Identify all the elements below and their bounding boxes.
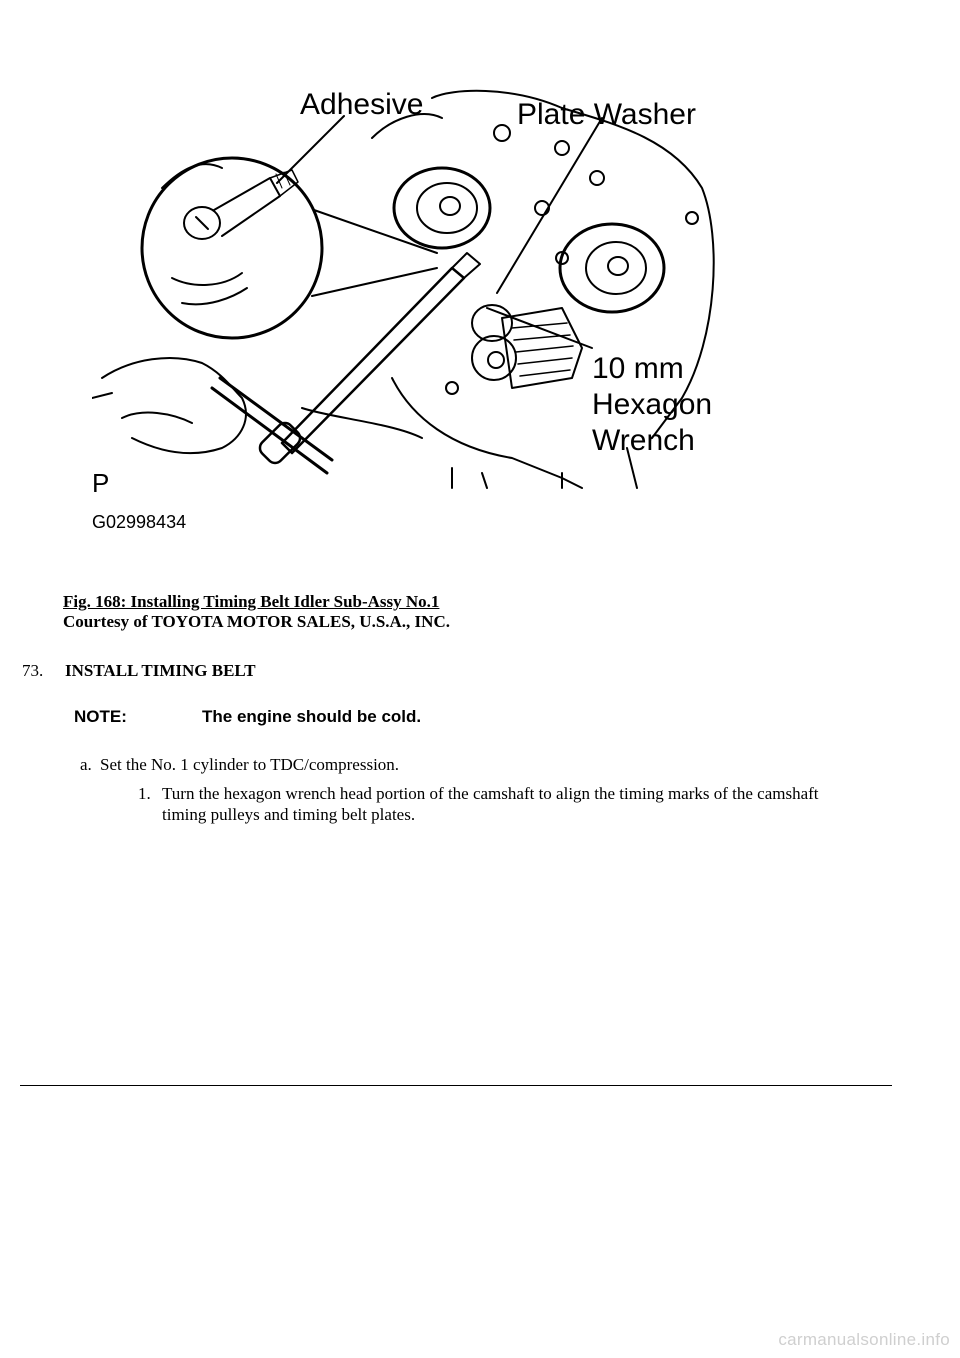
site-watermark: carmanualsonline.info bbox=[778, 1330, 950, 1349]
figure-courtesy: Courtesy of TOYOTA MOTOR SALES, U.S.A., INC. bbox=[63, 612, 450, 631]
step-title: INSTALL TIMING BELT bbox=[65, 661, 256, 680]
figure-title: Fig. 168: Installing Timing Belt Idler Sub-Assy No.1 bbox=[63, 592, 440, 611]
substep-a-letter: a. bbox=[80, 755, 92, 774]
label-size: 10 mm bbox=[592, 352, 684, 385]
label-figure-code: G02998434 bbox=[92, 512, 187, 532]
note-block bbox=[74, 707, 421, 727]
label-wrench: Wrench bbox=[592, 424, 695, 457]
substep-1-number: 1. bbox=[138, 784, 151, 803]
step-number: 73. bbox=[22, 661, 44, 680]
figure-caption bbox=[63, 592, 450, 632]
step-heading bbox=[22, 661, 256, 681]
note-label: NOTE: bbox=[74, 707, 127, 726]
installation-figure bbox=[92, 78, 732, 538]
substep-1-text: Turn the hexagon wrench head portion of the camshaft to align the timing marks of the camshaft timing pulleys and timing belt plates. bbox=[162, 784, 819, 824]
label-plate-washer: Plate Washer bbox=[517, 98, 696, 131]
substep-a-text: Set the No. 1 cylinder to TDC/compression. bbox=[100, 755, 400, 774]
page-divider bbox=[20, 1085, 892, 1086]
substep-a bbox=[80, 755, 399, 775]
note-text: The engine should be cold. bbox=[202, 707, 422, 726]
figure-illustration bbox=[92, 78, 732, 538]
label-corner-mark: P bbox=[92, 468, 110, 498]
substep-1 bbox=[138, 783, 838, 825]
label-adhesive: Adhesive bbox=[300, 88, 424, 121]
label-hexagon: Hexagon bbox=[592, 388, 713, 421]
